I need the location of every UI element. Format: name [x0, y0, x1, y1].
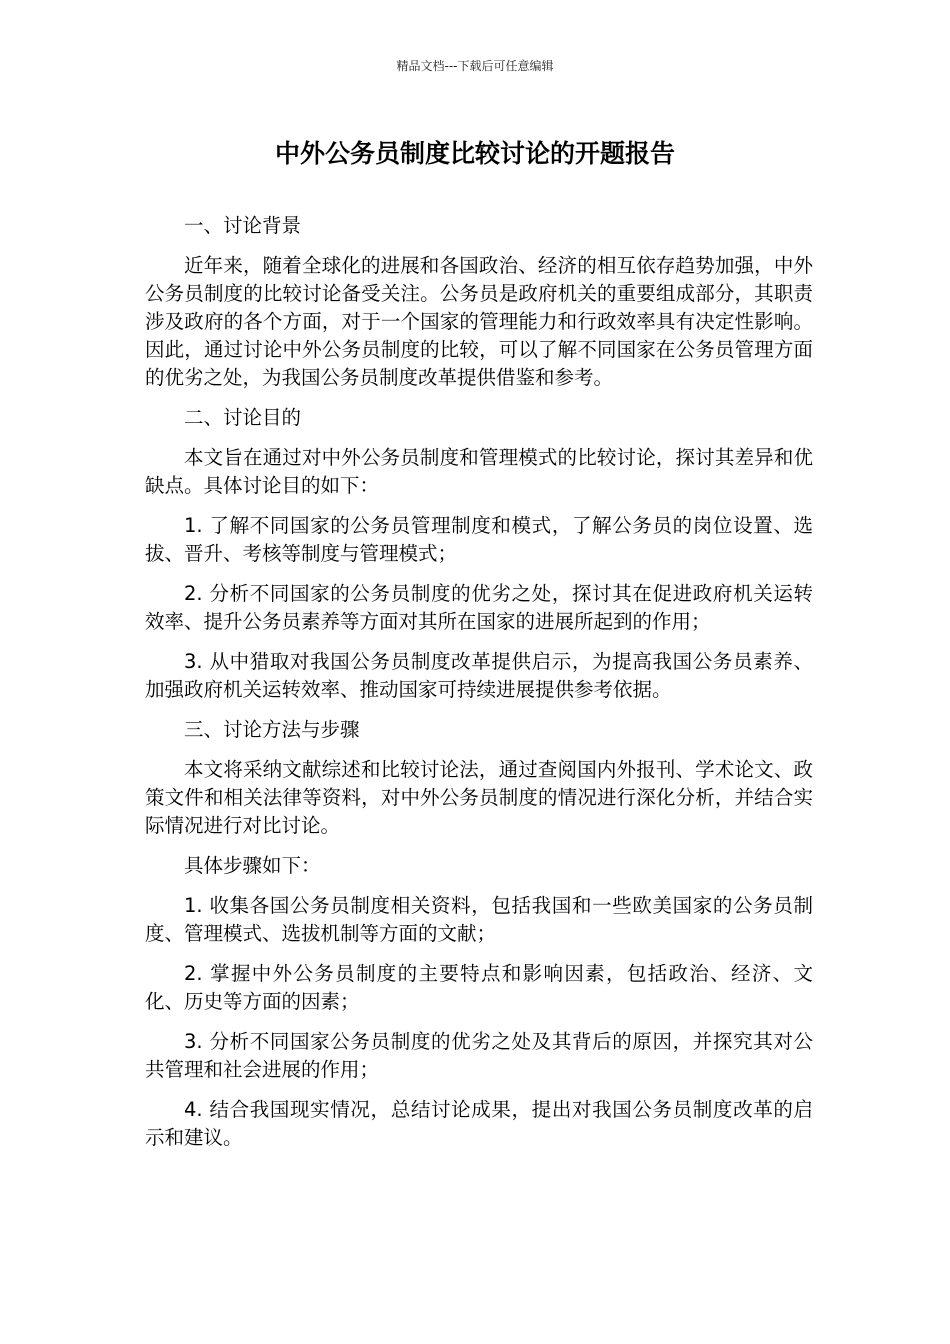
document-body [145, 212, 813, 1164]
purpose-item-2: 2. 分析不同国家的公务员制度的优劣之处，探讨其在促进政府机关运转效率、提升公务员素养等方面对其所在国家的进展所起到的作用； [145, 582, 813, 633]
section-heading-purpose: 二、讨论目的 [184, 406, 302, 429]
header-note: 精品文档---下载后可任意编辑 [396, 59, 554, 73]
step-item-3: 3. 分析不同国家公务员制度的优劣之处及其背后的原因，并探究其对公共管理和社会进展的作用； [145, 1030, 813, 1081]
paragraph-background: 近年来，随着全球化的进展和各国政治、经济的相互依存趋势加强，中外公务员制度的比较讨论备受关注。公务员是政府机关的重要组成部分，其职责涉及政府的各个方面，对于一个国家的管理能力和行政效率具有决定性影响。因此，通过讨论中外公务员制度的比较，可以了解不同国家在公务员管理方面的优劣之处，为我国公务员制度改革提供借鉴和参考。 [145, 254, 813, 389]
paragraph-methods: 本文将采纳文献综述和比较讨论法，通过查阅国内外报刊、学术论文、政策文件和相关法律等资料，对中外公务员制度的情况进行深化分析，并结合实际情况进行对比讨论。 [145, 758, 813, 837]
section-heading-methods: 三、讨论方法与步骤 [184, 718, 360, 741]
step-item-1: 1. 收集各国公务员制度相关资料，包括我国和一些欧美国家的公务员制度、管理模式、选拔机制等方面的文献； [145, 894, 813, 945]
steps-intro: 具体步骤如下： [184, 854, 321, 877]
document-title: 中外公务员制度比较讨论的开题报告 [274, 139, 675, 168]
purpose-item-3: 3. 从中猎取对我国公务员制度改革提供启示，为提高我国公务员素养、加强政府机关运转效率、推动国家可持续进展提供参考依据。 [145, 650, 813, 701]
paragraph-purpose-intro: 本文旨在通过对中外公务员制度和管理模式的比较讨论，探讨其差异和优缺点。具体讨论目的如下： [145, 446, 813, 497]
step-item-2: 2. 掌握中外公务员制度的主要特点和影响因素，包括政治、经济、文化、历史等方面的因素； [145, 962, 813, 1013]
section-heading-background: 一、讨论背景 [184, 214, 302, 237]
step-item-4: 4. 结合我国现实情况，总结讨论成果，提出对我国公务员制度改革的启示和建议。 [145, 1098, 813, 1149]
purpose-item-1: 1. 了解不同国家的公务员管理制度和模式，了解公务员的岗位设置、选拔、晋升、考核等制度与管理模式； [145, 514, 813, 565]
